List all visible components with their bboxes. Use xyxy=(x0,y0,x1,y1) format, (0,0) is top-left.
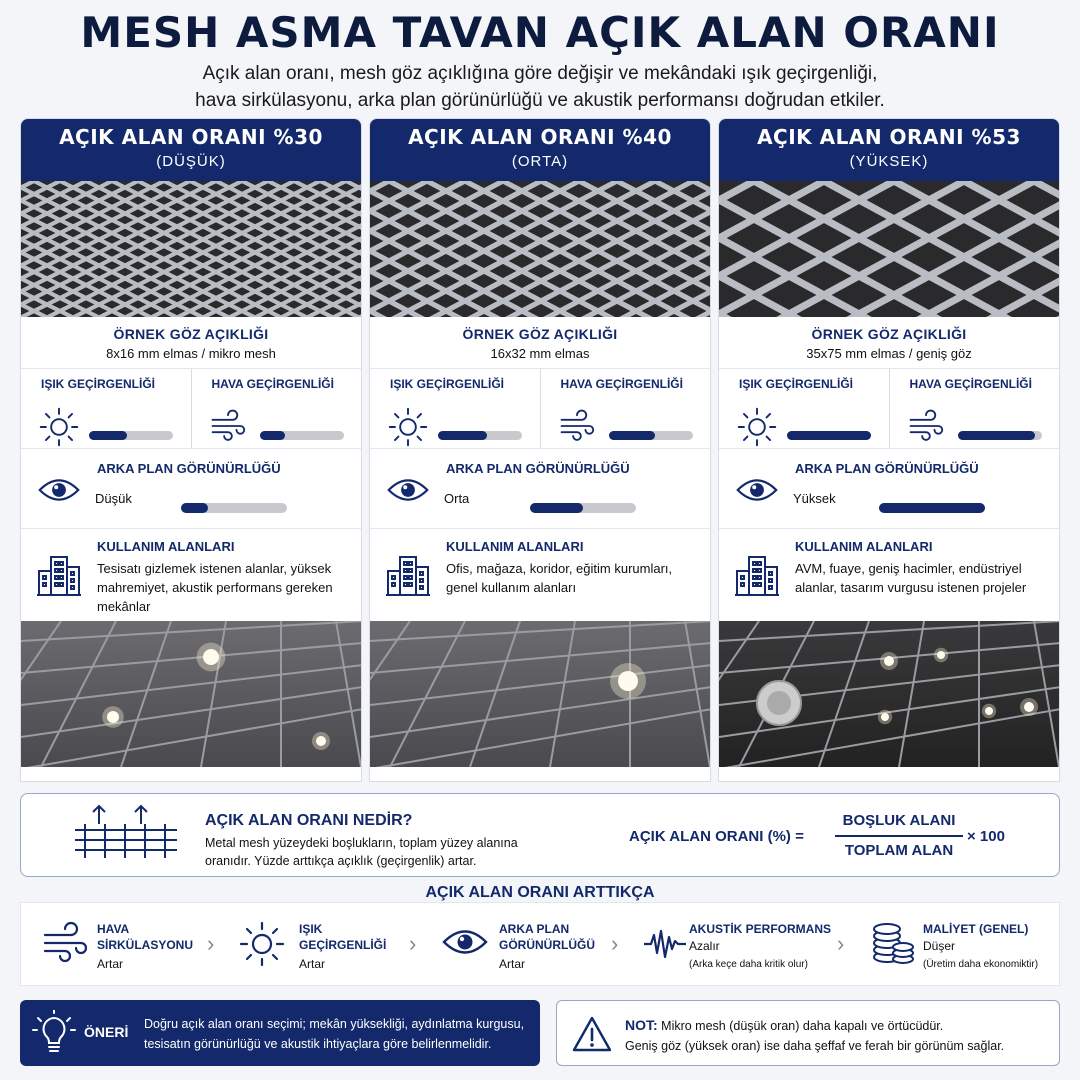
background-visibility xyxy=(719,449,1059,529)
column-high xyxy=(718,118,1060,782)
column-header xyxy=(370,119,710,181)
usage-text: Tesisatı gizlemek istenen alanlar, yüksek mahremiyet, akustik performans gereken mekânlar xyxy=(97,561,333,614)
ceiling-photo xyxy=(370,621,710,767)
usage-areas xyxy=(719,529,1059,621)
note-line1: Mikro mesh (düşük oran) daha kapalı ve örtücüdür. xyxy=(661,1019,944,1033)
usage-label: KULLANIM ALANLARI xyxy=(795,539,933,554)
increase-item-air: HAVA SİRKÜLASYONU Artar xyxy=(21,903,221,987)
column-medium xyxy=(369,118,711,782)
wind-icon xyxy=(906,409,946,443)
increase-item-light: IŞIK GEÇİRGENLİĞİ Artar xyxy=(235,903,425,987)
usage-areas xyxy=(21,529,361,621)
column-title: AÇIK ALAN ORANI %53 xyxy=(757,125,1021,149)
light-permeability xyxy=(21,369,191,448)
usage-text: AVM, fuaye, geniş hacimler, endüstriyel alanlar, tasarım vurgusu istenen projeler xyxy=(795,561,1027,595)
air-level-fill xyxy=(609,431,655,440)
eye-icon xyxy=(441,927,489,957)
light-label: IŞIK GEÇİRGENLİĞİ xyxy=(739,377,854,391)
sample-opening xyxy=(370,317,710,369)
light-level-fill xyxy=(438,431,487,440)
usage-label: KULLANIM ALANLARI xyxy=(97,539,235,554)
mesh-sample-image xyxy=(370,181,710,317)
visibility-level-fill xyxy=(181,503,208,513)
sample-opening xyxy=(719,317,1059,369)
background-visibility xyxy=(21,449,361,529)
note-line2: Geniş göz (yüksek oran) ise daha şeffaf ve ferah bir görünüm sağlar. xyxy=(625,1039,1005,1053)
column-level: (YÜKSEK) xyxy=(849,153,929,170)
air-permeability xyxy=(540,369,711,448)
sun-icon xyxy=(37,407,81,447)
column-level: (DÜŞÜK) xyxy=(156,153,226,170)
sun-icon xyxy=(386,407,430,447)
visibility-level-bar xyxy=(879,503,985,513)
chevron-right-icon: › xyxy=(837,931,845,956)
air-level-bar xyxy=(609,431,693,440)
air-level-bar xyxy=(260,431,344,440)
increase-item-cost: MALİYET (GENEL) Düşer (Üretim daha ekonomiktir) xyxy=(867,903,1061,987)
light-label: IŞIK GEÇİRGENLİĞİ xyxy=(390,377,505,391)
eye-icon xyxy=(37,475,81,505)
light-level-fill xyxy=(89,431,127,440)
sun-icon xyxy=(735,407,779,447)
formula-numerator: BOŞLUK ALANI xyxy=(835,812,963,837)
formula-left: AÇIK ALAN ORANI (%) = xyxy=(629,828,804,845)
increase-row xyxy=(20,902,1060,986)
buildings-icon xyxy=(733,551,781,599)
wind-icon xyxy=(208,409,248,443)
eye-icon xyxy=(735,475,779,505)
permeability-row xyxy=(719,369,1059,449)
column-low xyxy=(20,118,362,782)
air-level-bar xyxy=(958,431,1042,440)
page-subtitle: Açık alan oranı, mesh göz açıklığına göre değişir ve mekândaki ışık geçirgenliği, hava sirkülasyonu, arka plan görünürlüğü ve akustik performansı doğrudan etkiler. xyxy=(195,63,885,111)
air-permeability xyxy=(889,369,1060,448)
definition-box xyxy=(20,793,1060,877)
column-title: AÇIK ALAN ORANI %30 xyxy=(59,125,323,149)
definition-text: Metal mesh yüzeydeki boşlukların, toplam yüzey alanına oranıdır. Yüzde arttıkça açıklık (geçirgenlik) artar. xyxy=(205,836,518,868)
buildings-icon xyxy=(384,551,432,599)
waveform-icon xyxy=(643,929,687,959)
usage-label: KULLANIM ALANLARI xyxy=(446,539,584,554)
sample-heading: ÖRNEK GÖZ AÇIKLIĞI xyxy=(811,326,967,342)
coins-icon xyxy=(871,921,915,967)
formula-multiplier: × 100 xyxy=(967,828,1005,845)
mesh-sample-image xyxy=(21,181,361,317)
wind-icon xyxy=(41,921,89,965)
wind-icon xyxy=(557,409,597,443)
sample-value: 16x32 mm elmas xyxy=(490,346,590,361)
light-level-bar xyxy=(787,431,871,440)
visibility-level-fill xyxy=(879,503,985,513)
sun-icon xyxy=(239,921,285,967)
page-title: MESH ASMA TAVAN AÇIK ALAN ORANI xyxy=(80,8,1000,57)
light-permeability xyxy=(719,369,889,448)
increase-item-acoustic: AKUSTİK PERFORMANS Azalır (Arka keçe daha kritik olur) xyxy=(639,903,849,987)
column-header xyxy=(719,119,1059,181)
recommendation-box xyxy=(20,1000,540,1066)
permeability-row xyxy=(370,369,710,449)
air-label: HAVA GEÇİRGENLİĞİ xyxy=(909,377,1032,391)
note-heading: NOT: xyxy=(625,1017,658,1033)
ceiling-photo xyxy=(21,621,361,767)
recommendation-text: Doğru açık alan oranı seçimi; mekân yüksekliği, aydınlatma kurgusu, tesisatın görünürlüğü ve akustik ihtiyaçlara göre belirlenmelidir. xyxy=(144,1017,525,1051)
visibility-level-bar xyxy=(181,503,287,513)
visibility-value: Yüksek xyxy=(793,491,836,506)
note-box xyxy=(556,1000,1060,1066)
air-label: HAVA GEÇİRGENLİĞİ xyxy=(211,377,334,391)
lightbulb-icon xyxy=(32,1010,76,1056)
sample-opening xyxy=(21,317,361,369)
sample-heading: ÖRNEK GÖZ AÇIKLIĞI xyxy=(113,326,269,342)
column-level: (ORTA) xyxy=(511,153,569,170)
mesh-sample-image xyxy=(719,181,1059,317)
increase-item-visibility: ARKA PLAN GÖRÜNÜRLÜĞÜ Artar xyxy=(439,903,629,987)
usage-text: Ofis, mağaza, koridor, eğitim kurumları, genel kullanım alanları xyxy=(446,561,673,595)
formula-denominator: TOPLAM ALAN xyxy=(844,842,954,859)
visibility-level-bar xyxy=(530,503,636,513)
air-permeability xyxy=(191,369,362,448)
visibility-label: ARKA PLAN GÖRÜNÜRLÜĞÜ xyxy=(795,461,979,476)
formula-fraction xyxy=(835,812,963,859)
ceiling-photo xyxy=(719,621,1059,767)
air-level-fill xyxy=(958,431,1035,440)
sample-value: 8x16 mm elmas / mikro mesh xyxy=(106,346,276,361)
visibility-value: Düşük xyxy=(95,491,132,506)
chevron-right-icon: › xyxy=(207,931,215,956)
light-level-bar xyxy=(89,431,173,440)
visibility-value: Orta xyxy=(444,491,470,506)
increase-title: AÇIK ALAN ORANI ARTTIKÇA xyxy=(425,884,655,901)
mesh-grid-icon xyxy=(71,802,181,864)
permeability-row xyxy=(21,369,361,449)
light-permeability xyxy=(370,369,540,448)
buildings-icon xyxy=(35,551,83,599)
air-label: HAVA GEÇİRGENLİĞİ xyxy=(560,377,683,391)
definition-heading: AÇIK ALAN ORANI NEDİR? xyxy=(205,812,413,829)
background-visibility xyxy=(370,449,710,529)
visibility-label: ARKA PLAN GÖRÜNÜRLÜĞÜ xyxy=(97,461,281,476)
sample-heading: ÖRNEK GÖZ AÇIKLIĞI xyxy=(462,326,618,342)
visibility-level-fill xyxy=(530,503,583,513)
column-title: AÇIK ALAN ORANI %40 xyxy=(408,125,672,149)
air-level-fill xyxy=(260,431,285,440)
visibility-label: ARKA PLAN GÖRÜNÜRLÜĞÜ xyxy=(446,461,630,476)
recommendation-heading: ÖNERİ xyxy=(84,1024,129,1040)
light-level-bar xyxy=(438,431,522,440)
chevron-right-icon: › xyxy=(409,931,417,956)
warning-icon xyxy=(571,1015,613,1053)
light-level-fill xyxy=(787,431,871,440)
sample-value: 35x75 mm elmas / geniş göz xyxy=(806,346,972,361)
chevron-right-icon: › xyxy=(611,931,619,956)
column-header xyxy=(21,119,361,181)
light-label: IŞIK GEÇİRGENLİĞİ xyxy=(41,377,156,391)
eye-icon xyxy=(386,475,430,505)
usage-areas xyxy=(370,529,710,621)
